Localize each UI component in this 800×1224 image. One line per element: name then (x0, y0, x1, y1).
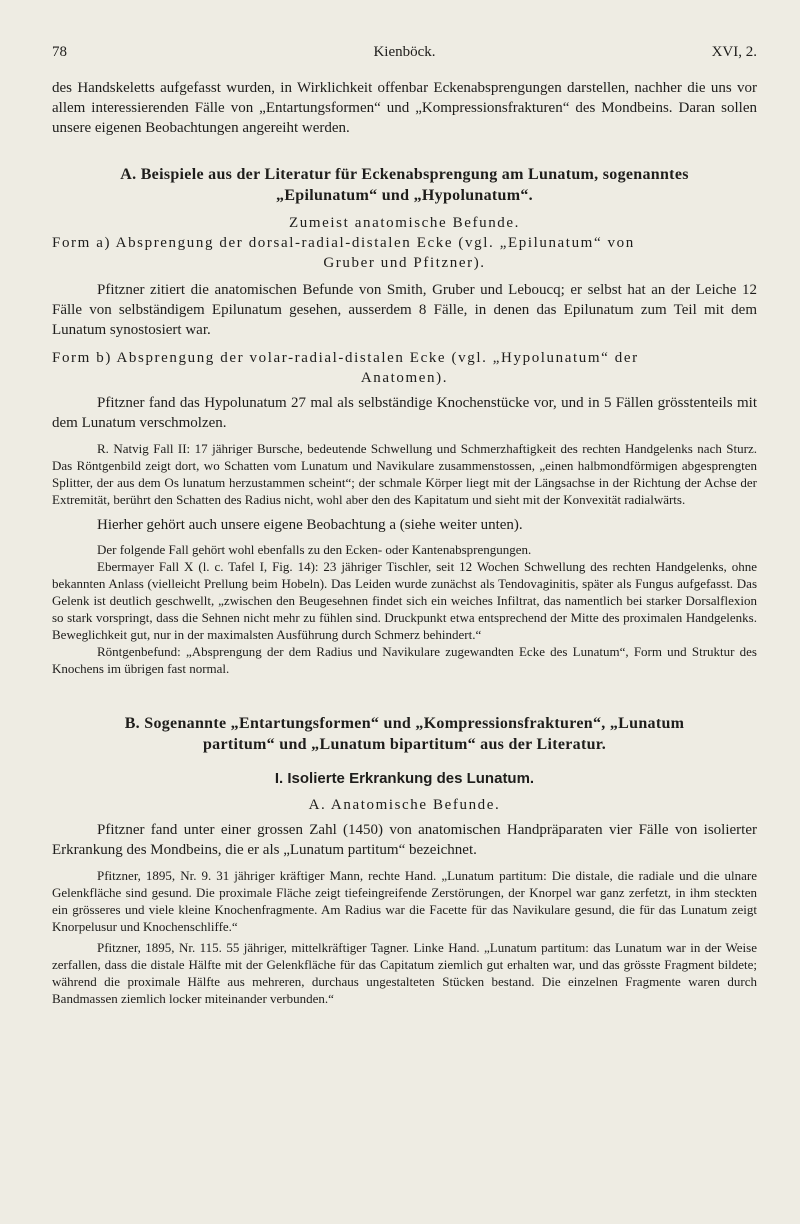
running-title: Kienböck. (373, 44, 436, 60)
folgende-paragraph: Der folgende Fall gehört wohl ebenfalls zu den Ecken- oder Kantenabsprengungen. (97, 542, 532, 557)
section-b-heading-line1: B. Sogenannte „Entartungsformen“ und „Kompressionsfrakturen“, „Lunatum (124, 715, 685, 732)
volume-label: XVI, 2. (711, 44, 757, 60)
roentgen-finding: Röntgenbefund: „Absprengung der dem Radius und Navikulare zugewandten Ecke des Lunatum“, Form und Struktur des Knochens im übrigen fast normal. (52, 644, 757, 676)
running-header (52, 38, 757, 66)
hierher-paragraph: Hierher gehört auch unsere eigene Beobachtung a (siehe weiter unten). (97, 517, 523, 533)
subsection-heading: I. Isolierte Erkrankung des Lunatum. (274, 770, 535, 787)
pfitzner-case-9: Pfitzner, 1895, Nr. 9. 31 jähriger kräftiger Mann, rechte Hand. „Lunatum partitum: Die distale, die radiale und die ulnare Gelenkfläche sind gesund. Die proximale Fläche zeigt tiefeingreifende Zerstörungen, der Knorpel war ganz zerfetzt, in ihm steckten ein grösseres und viele kleine Knochenfragmente. Am Radius war die Facette für das Navikulare gesund, die für das Lunatum zeigt Knorpelusur und Knochenschliffe.“ (52, 868, 757, 934)
page-number: 78 (52, 44, 67, 60)
intro-paragraph: des Handskeletts aufgefasst wurden, in Wirklichkeit offenbar Eckenabsprengungen darstellen, nachher die uns vor allem interessierenden Fälle von „Entartungsformen“ und „Kompressionsfrakturen“ des Mondbeins. Daran sollen unsere eigenen Beobachtungen angereiht werden. (52, 80, 757, 136)
ebermayer-case: Ebermayer Fall X (l. c. Tafel I, Fig. 14): 23 jähriger Tischler, seit 12 Wochen Schwellung des rechten Handgelenks, ohne bekannten Anlass (vielleicht Prellung beim Hobeln). Das Leiden wurde zunächst als Tendovaginitis, später als Fungus aufgefasst. Das Gelenk ist deutlich geschwellt, „zwischen den Beugesehnen findet sich ein weiches Infiltrat, das namentlich bei starker Dorsalflexion so stark vorspringt, dass die Sehnen nicht mehr zu fühlen sind. Druckpunkt etwa entsprechend der Mitte des proximalen Handgelenks. Beweglichkeit gut, nur in der maximalsten Ausführung durch Schmerz behindert.“ (52, 559, 757, 642)
section-a-heading-line2: „Epilunatum“ und „Hypolunatum“. (276, 187, 533, 204)
section-b-subheading: A. Anatomische Befunde. (308, 797, 501, 813)
form-b-line1: Form b) Absprengung der volar-radial-distalen Ecke (vgl. „Hypolunatum“ der (52, 350, 639, 366)
section-a-heading-line1: A. Beispiele aus der Literatur für Eckenabsprengung am Lunatum, sogenanntes (120, 166, 689, 183)
section-b-paragraph-1: Pfitzner fand unter einer grossen Zahl (1450) von anatomischen Handpräparaten vier Fälle von isolierter Erkrankung des Mondbeins, die er als „Lunatum partitum“ bezeichnet. (52, 822, 757, 858)
section-b-heading-line2: partitum“ und „Lunatum bipartitum“ aus der Literatur. (202, 736, 607, 753)
pfitzner-case-115: Pfitzner, 1895, Nr. 115. 55 jähriger, mittelkräftiger Tagner. Linke Hand. „Lunatum partitum: das Lunatum war in der Weise zerfallen, dass die distale Hälfte mit der Gelenkfläche für das Capitatum ziemlich gut erhalten war, und das grösste Fragment bildete; während die proximale Hälfte aus mehreren, durchaus ungestalteten Stücken bestand. Die einzelnen Fragmente waren durch Bandmassen ziemlich locker miteinander verbunden.“ (52, 940, 757, 1006)
section-a-paragraph-2: Pfitzner fand das Hypolunatum 27 mal als selbständige Knochenstücke vor, und in 5 Fällen grösstenteils mit dem Lunatum verschmolzen. (52, 395, 757, 431)
section-a-subheading: Zumeist anatomische Befunde. (289, 215, 520, 231)
page (52, 38, 757, 1007)
form-b-line2: Anatomen). (360, 370, 449, 386)
natvig-case: R. Natvig Fall II: 17 jähriger Bursche, bedeutende Schwellung und Schmerzhaftigkeit des rechten Handgelenks nach Sturz. Das Röntgenbild zeigt dort, wo Schatten vom Lunatum und Navikulare zusammenstossen, „einen halbmondförmigen abgesprengten Splitter, der aus dem Os lunatum herzustammen scheint“; der schmale Körper liegt mit der Längsachse in der Richtung der Achse der Extremität, berührt den Schatten des Radius nicht, wohl aber den des Kapitatum und sieht mit der Konvexität radialwärts. (52, 441, 757, 507)
form-a-line2: Gruber und Pfitzner). (323, 255, 486, 271)
form-a-line1: Form a) Absprengung der dorsal-radial-distalen Ecke (vgl. „Epilunatum“ von (52, 235, 635, 251)
section-a-paragraph-1: Pfitzner zitiert die anatomischen Befunde von Smith, Gruber und Leboucq; er selbst hat an der Leiche 12 Fälle von selbständigem Epilunatum gesehen, ausserdem 8 Fälle, in denen das Epilunatum zum Teil mit dem Lunatum synostosiert war. (52, 282, 757, 338)
